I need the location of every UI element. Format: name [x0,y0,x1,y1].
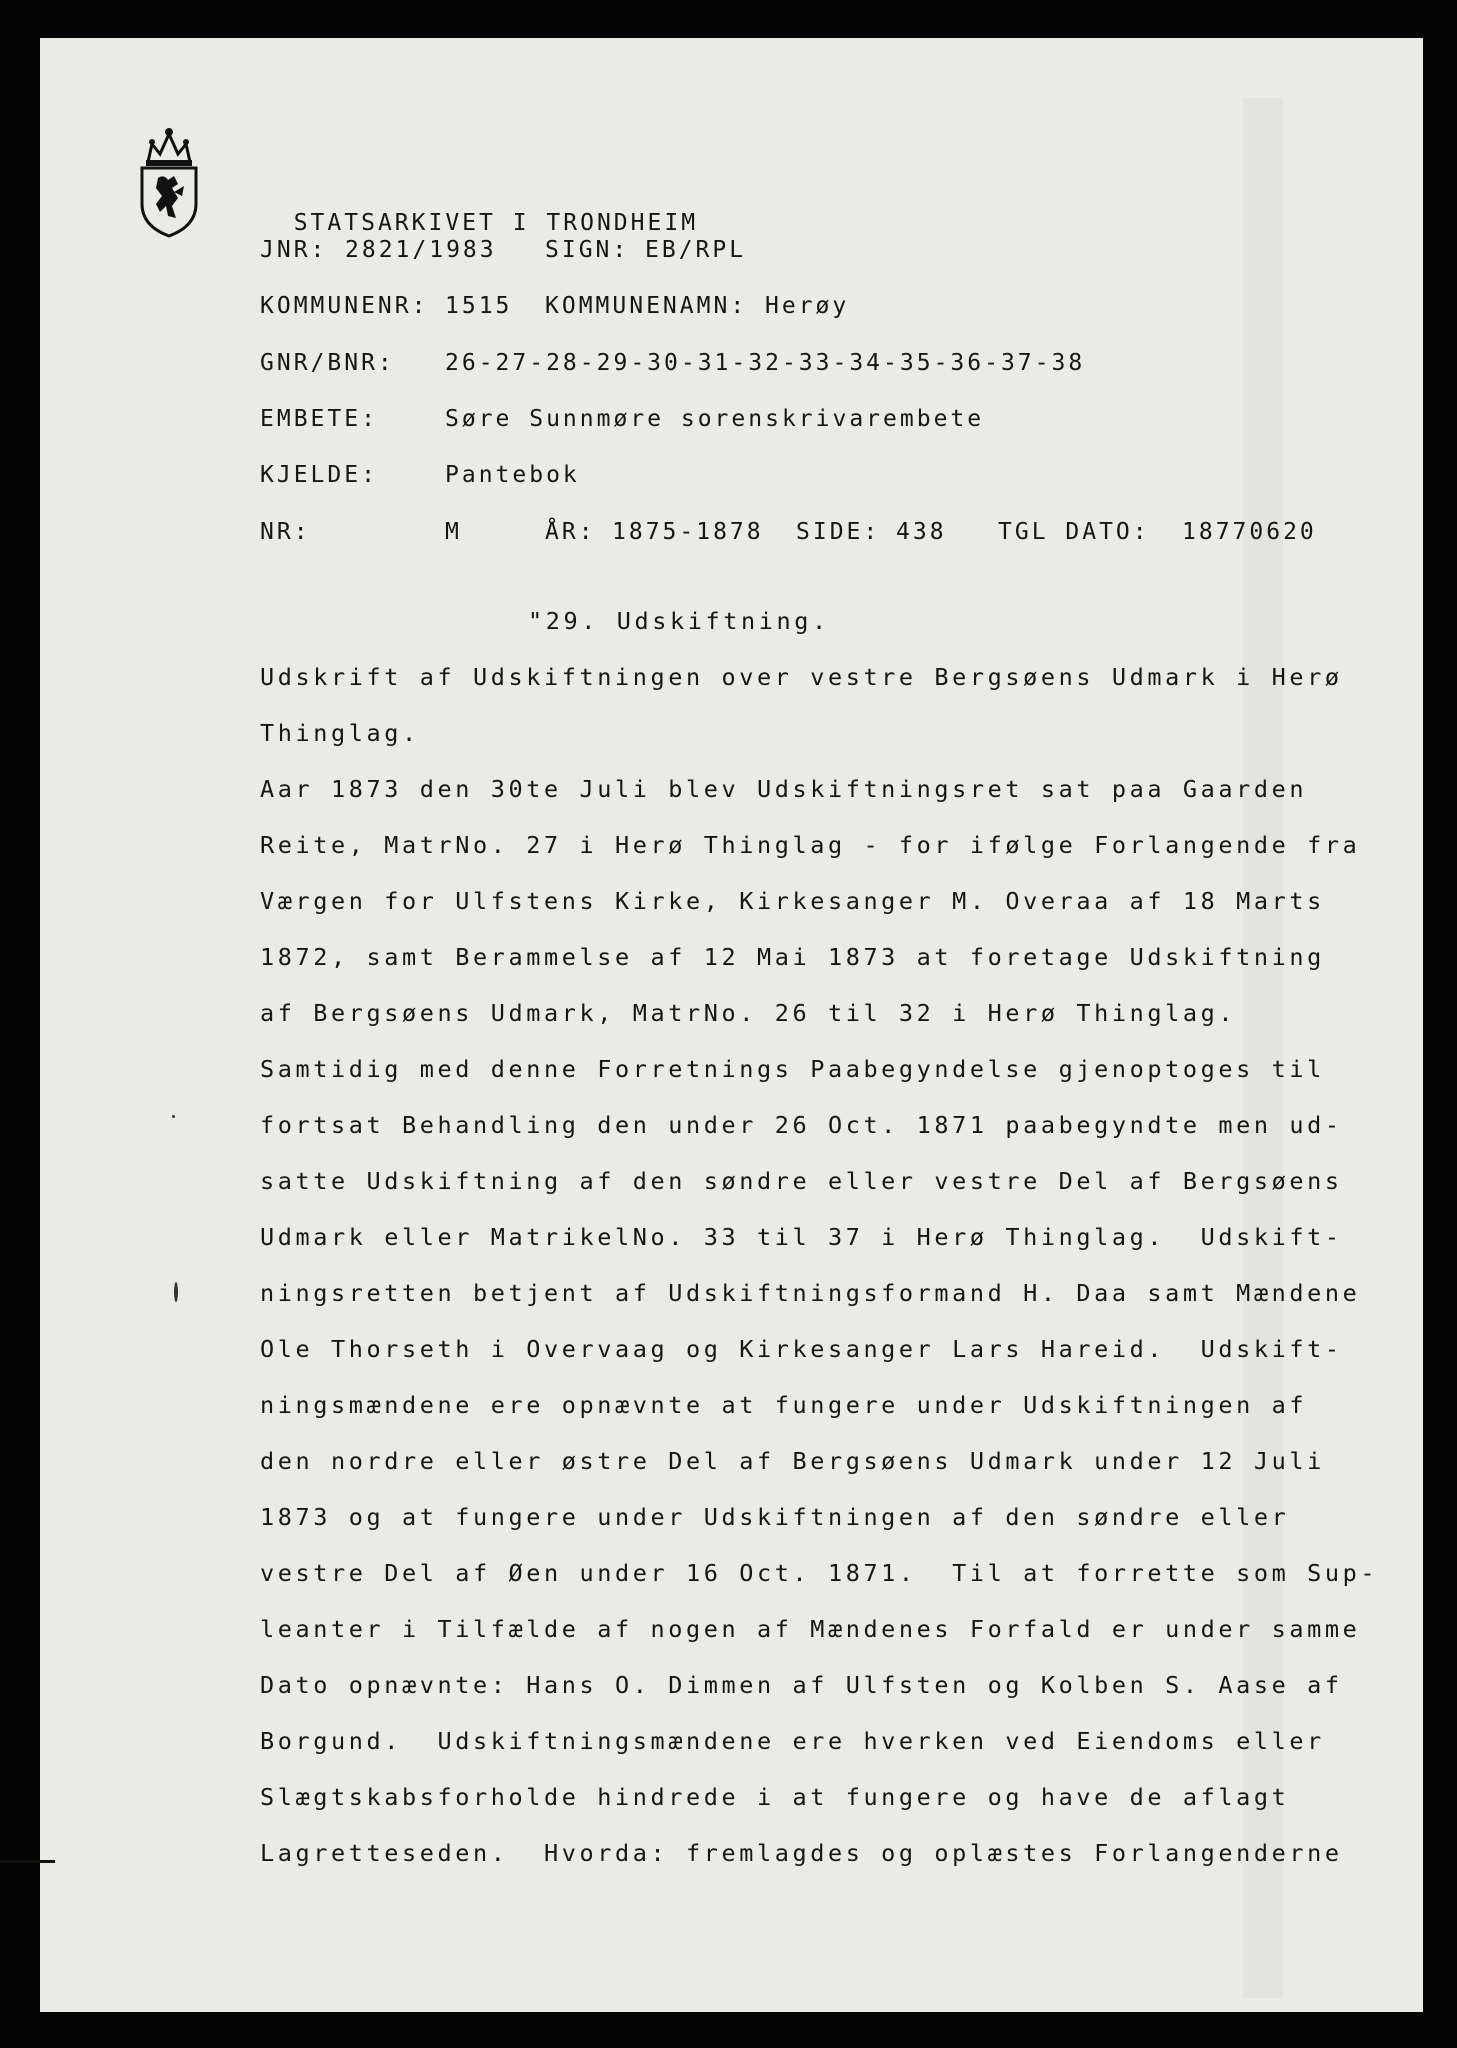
gnr-value: 26-27-28-29-30-31-32-33-34-35-36-37-38 [445,350,1086,376]
text-line: Udskrift af Udskiftningen over vestre Bergsøens Udmark i Herø [260,663,1343,691]
margin-tick [0,1860,55,1863]
coat-of-arms-icon [138,126,200,238]
text-line: satte Udskiftning af den søndre eller vestre Del af Bergsøens [260,1167,1343,1195]
side-value: 438 [896,519,947,545]
embete-row [260,404,1260,434]
ar-value: 1875-1878 [612,519,764,545]
kjelde-value: Pantebok [445,462,580,488]
institution-name: STATSARKIVET I TRONDHEIM [293,210,699,236]
text-line: Lagretteseden. Hvorda: fremlagdes og oplæstes Forlangenderne [260,1839,1343,1867]
kommunenamn-value: Herøy [765,293,850,319]
gnr-label: GNR/BNR: [260,350,395,376]
text-line: 1872, samt Berammelse af 12 Mai 1873 at foretage Udskiftning [260,943,1325,971]
kjelde-label: KJELDE: [260,462,378,488]
jnr-label: JNR: [260,237,328,263]
jnr-row [260,235,1260,265]
tgl-dato-value: 18770620 [1182,519,1317,545]
nr-label: NR: [260,519,311,545]
text-line: Ole Thorseth i Overvaag og Kirkesanger Lars Hareid. Udskift- [260,1335,1343,1363]
jnr-value: 2821/1983 [345,237,497,263]
section-heading: "29. Udskiftning. [528,607,830,635]
embete-value: Søre Sunnmøre sorenskrivarembete [445,406,985,432]
text-line: Udmark eller MatrikelNo. 33 til 37 i Herø Thinglag. Udskift- [260,1223,1343,1251]
scan-speck [172,1115,175,1118]
scan-speck [174,1282,178,1302]
text-line: Dato opnævnte: Hans O. Dimmen af Ulfsten og Kolben S. Aase af [260,1671,1343,1699]
sign-label: SIGN: [545,237,630,263]
text-line: Slægtskabsforholde hindrede i at fungere og have de aflagt [260,1783,1290,1811]
institution-title [260,178,698,238]
text-line: Thinglag. [260,719,420,747]
text-line: Aar 1873 den 30te Juli blev Udskiftningsret sat paa Gaarden [260,775,1308,803]
kommunenr-value: 1515 [445,293,513,319]
tgl-dato-label: TGL DATO: [998,519,1150,545]
text-line: af Bergsøens Udmark, MatrNo. 26 til 32 i Herø Thinglag. [260,999,1237,1027]
text-line: vestre Del af Øen under 16 Oct. 1871. Til at forrette som Sup- [260,1559,1379,1587]
text-line: Samtidig med denne Forretnings Paabegyndelse gjenoptoges til [260,1055,1325,1083]
sign-value: EB/RPL [645,237,747,263]
text-line: Reite, MatrNo. 27 i Herø Thinglag - for ifølge Forlangende fra [260,831,1361,859]
text-line: ningsmændene ere opnævnte at fungere under Udskiftningen af [260,1391,1308,1419]
ar-label: ÅR: [545,519,596,545]
text-line: fortsat Behandling den under 26 Oct. 1871 paabegyndte men ud- [260,1111,1343,1139]
text-line: den nordre eller østre Del af Bergsøens Udmark under 12 Juli [260,1447,1325,1475]
side-label: SIDE: [796,519,881,545]
kommune-row [260,291,1260,321]
embete-label: EMBETE: [260,406,378,432]
text-line: ningsretten betjent af Udskiftningsformand H. Daa samt Mændene [260,1279,1361,1307]
kommunenr-label: KOMMUNENR: [260,293,429,319]
text-line: Borgund. Udskiftningsmændene ere hverken ved Eiendoms eller [260,1727,1325,1755]
text-line: 1873 og at fungere under Udskiftningen af den søndre eller [260,1503,1290,1531]
text-line: leanter i Tilfælde af nogen af Mændenes Forfald er under samme [260,1615,1361,1643]
kjelde-row [260,460,1260,490]
nr-value: M [445,519,462,545]
gnr-row [260,348,1260,378]
watermark [1243,98,1353,1998]
nr-row [260,517,1340,547]
kommunenamn-label: KOMMUNENAMN: [545,293,748,319]
text-line: Værgen for Ulfstens Kirke, Kirkesanger M. Overaa af 18 Marts [260,887,1325,915]
